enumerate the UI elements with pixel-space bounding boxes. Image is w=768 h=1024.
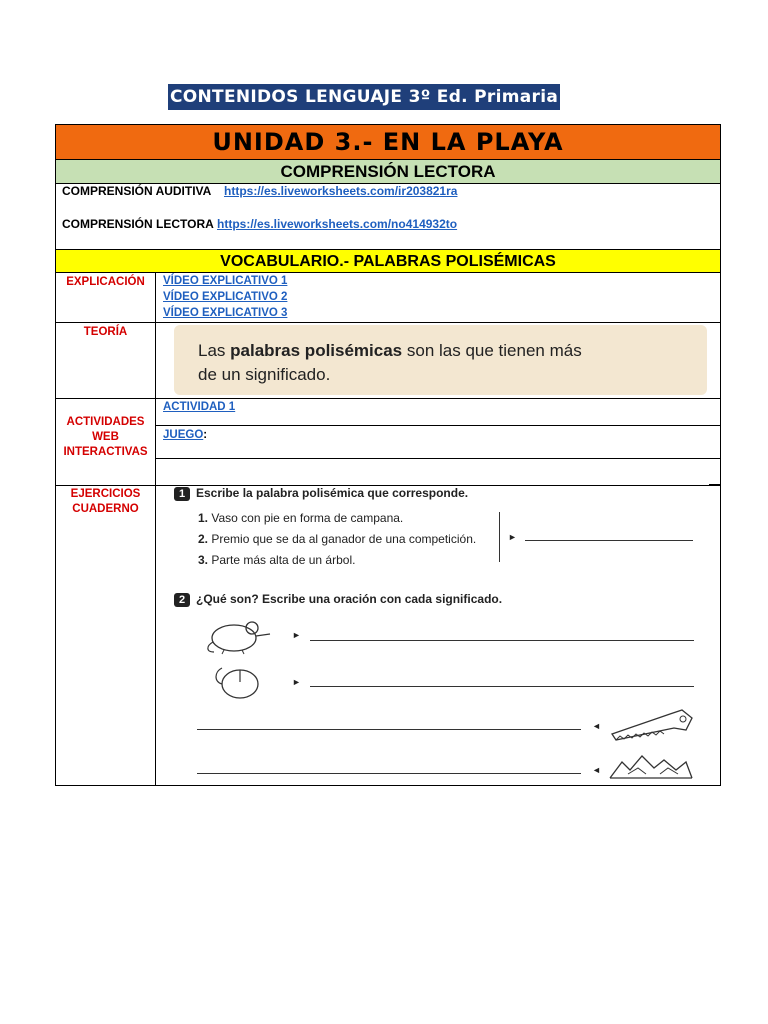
reading-link[interactable]: https://es.liveworksheets.com/no414932to <box>217 217 458 231</box>
computer-mouse-icon <box>212 664 264 702</box>
column-divider <box>155 273 156 785</box>
theory-text-line2: de un significado. <box>198 365 331 384</box>
answer-line[interactable] <box>197 729 581 730</box>
listening-label: COMPRENSIÓN AUDITIVA <box>62 184 212 198</box>
game-link[interactable]: JUEGO <box>163 429 204 441</box>
answer-line[interactable] <box>310 640 694 641</box>
theory-text-bold: palabras polisémicas <box>230 341 403 360</box>
video-link-3[interactable]: VÍDEO EXPLICATIVO 3 <box>163 307 288 319</box>
exercise-1-item-1: 1. Vaso con pie en forma de campana. <box>198 511 404 525</box>
arrow-right-icon: ► <box>292 630 301 640</box>
answer-line[interactable] <box>525 540 693 541</box>
exercise-1-number: 1 <box>174 487 190 501</box>
exercise-1-item-2: 2. Premio que se da al ganador de una competición. <box>198 532 477 546</box>
activity-link[interactable]: ACTIVIDAD 1 <box>163 401 236 413</box>
exercises-label: EJERCICIOS CUADERNO <box>70 488 141 515</box>
row-divider <box>155 425 720 426</box>
reading-label: COMPRENSIÓN LECTORA <box>62 217 214 231</box>
document-title: CONTENIDOS LENGUAJE 3º Ed. Primaria <box>168 84 560 110</box>
activities-label: ACTIVIDADES WEB INTERACTIVAS <box>63 416 148 458</box>
answer-line[interactable] <box>310 686 694 687</box>
unit-title: UNIDAD 3.- EN LA PLAYA <box>56 125 720 160</box>
theory-label: TEORÍA <box>83 326 128 338</box>
saw-icon <box>608 706 694 742</box>
theory-text-pre: Las <box>198 341 226 360</box>
theory-definition-box <box>174 325 707 395</box>
arrow-left-icon: ◄ <box>592 765 601 775</box>
mountain-range-icon <box>608 752 694 782</box>
arrow-right-icon: ► <box>508 532 517 542</box>
row-divider <box>155 458 720 459</box>
video-link-2[interactable]: VÍDEO EXPLICATIVO 2 <box>163 291 288 303</box>
exercise-1-heading <box>174 486 468 501</box>
exercise-2-heading <box>174 592 502 607</box>
reading-links-row <box>56 184 720 250</box>
video-link-1[interactable]: VÍDEO EXPLICATIVO 1 <box>163 275 288 287</box>
explanation-label: EXPLICACIÓN <box>66 276 145 288</box>
theory-text-post: son las que tienen más <box>406 341 582 360</box>
rule-mark <box>705 322 721 323</box>
exercise-2-title: ¿Qué son? Escribe una oración con cada significado. <box>196 592 503 606</box>
reading-section-header: COMPRENSIÓN LECTORA <box>56 160 720 184</box>
listening-link[interactable]: https://es.liveworksheets.com/ir203821ra <box>224 184 458 198</box>
vocabulary-section-header: VOCABULARIO.- PALABRAS POLISÉMICAS <box>56 250 720 273</box>
arrow-right-icon: ► <box>292 677 301 687</box>
row-divider <box>56 322 720 323</box>
arrow-left-icon: ◄ <box>592 721 601 731</box>
exercise-1-title: Escribe la palabra polisémica que corresponde. <box>196 486 469 500</box>
bracket-line <box>499 512 500 562</box>
exercise-2-number: 2 <box>174 593 190 607</box>
answer-line[interactable] <box>197 773 581 774</box>
rule-mark <box>709 484 721 485</box>
row-divider <box>56 398 720 399</box>
mouse-animal-icon <box>204 616 276 656</box>
game-line: JUEGO: <box>163 429 208 441</box>
exercise-1-item-3: 3. Parte más alta de un árbol. <box>198 553 356 567</box>
